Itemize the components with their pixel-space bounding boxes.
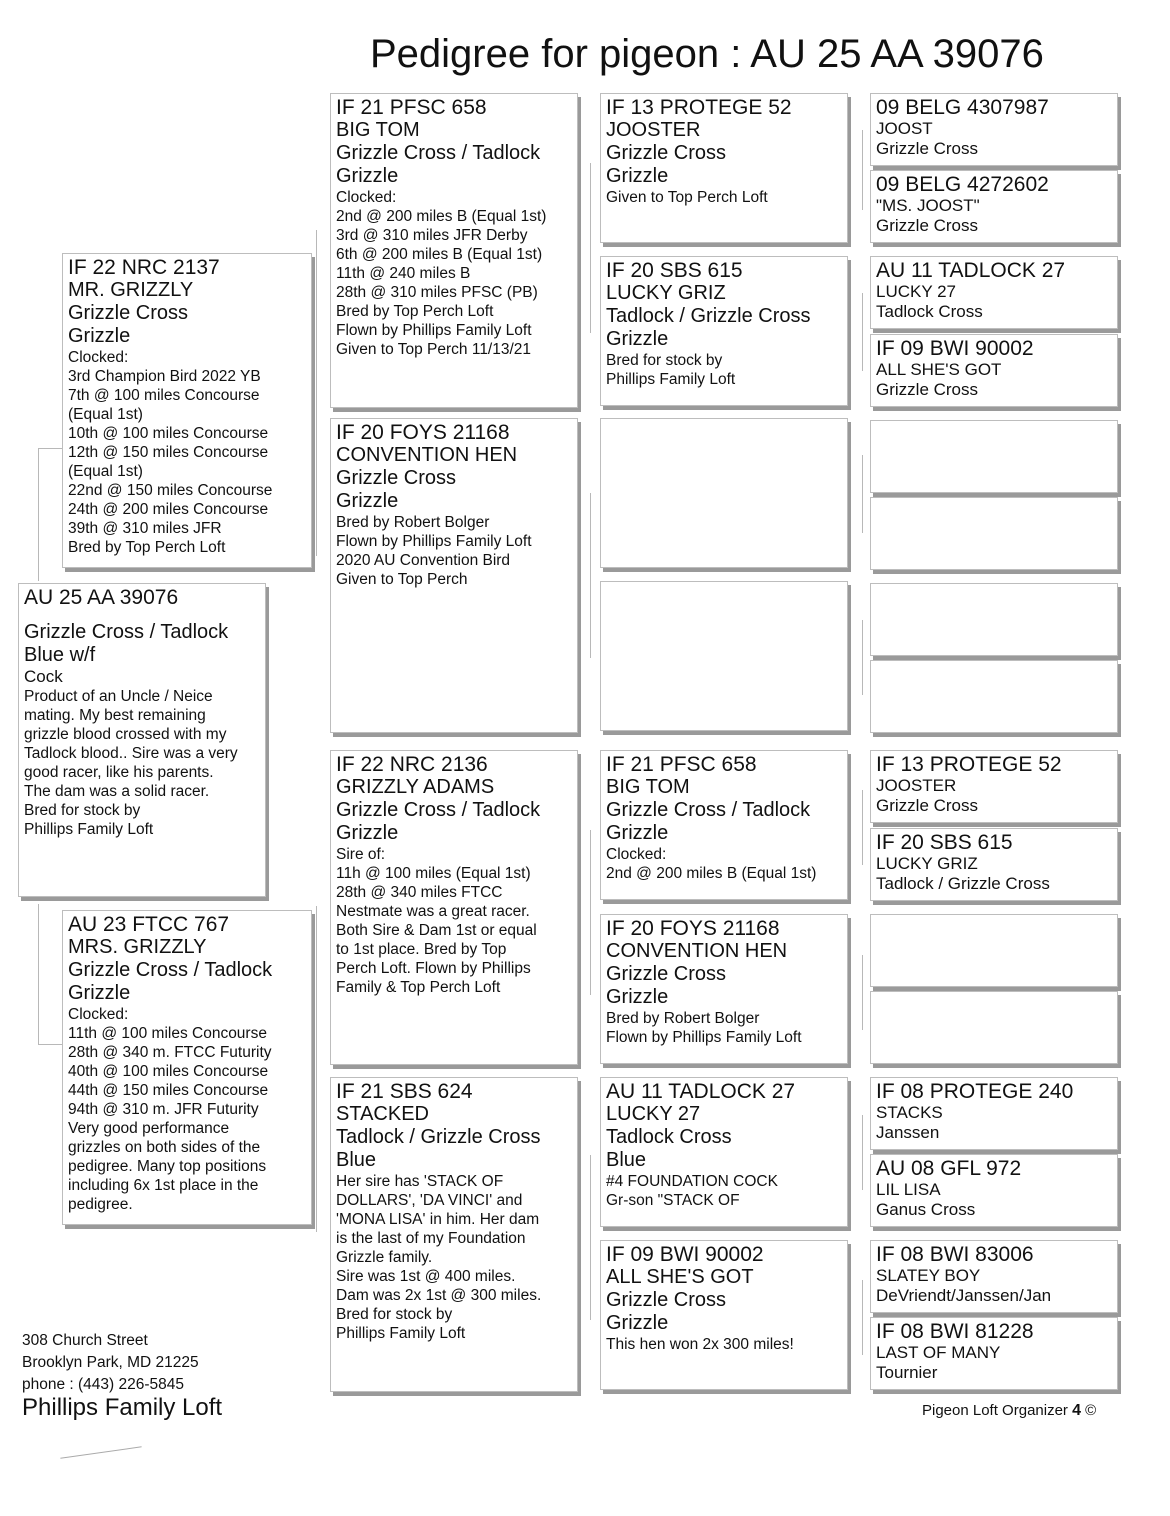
g3-note: 3rd @ 310 miles JFR Derby [336,227,528,244]
g4-strain: Grizzle Cross [606,1289,727,1311]
g5-card[interactable] [870,828,1118,901]
connector-line [38,1044,62,1045]
g4-note: #4 FOUNDATION COCK [606,1173,778,1190]
g3-band: IF 21 SBS 624 [336,1080,473,1103]
g4-strain: Tadlock / Grizzle Cross [606,305,811,327]
g5-card[interactable] [870,93,1118,166]
connector-line [590,163,591,333]
g3-note: Phillips Family Loft [336,1325,466,1342]
g4-strain: Grizzle Cross [606,963,727,985]
sire-color: Grizzle [68,325,131,347]
sire-note: 22nd @ 150 miles Concourse [68,482,273,499]
granddam-paternal-card[interactable] [330,418,578,733]
g5-card[interactable] [870,1240,1118,1313]
sire-note: 3rd Champion Bird 2022 YB [68,368,261,385]
g3-note: Sire was 1st @ 400 miles. [336,1268,516,1285]
g5-band: IF 20 SBS 615 [876,831,1013,854]
subject-note: The dam was a solid racer. [24,783,210,800]
g5-name: LAST OF MANY [876,1343,1001,1362]
g3-note: Bred for stock by [336,1306,453,1323]
g4-color: Grizzle [606,986,669,1008]
subject-card[interactable] [18,583,266,897]
g3-note: Grizzle family. [336,1249,433,1266]
g4-note: Phillips Family Loft [606,371,736,388]
grandsire-paternal-card[interactable] [330,93,578,408]
g3-note: 'MONA LISA' in him. Her dam [336,1211,540,1228]
dam-strain: Grizzle Cross / Tadlock [68,959,273,981]
subject-note: Product of an Uncle / Neice [24,688,213,705]
subject-strain: Grizzle Cross / Tadlock [24,621,229,643]
connector-line [38,448,62,449]
g4-name: LUCKY GRIZ [606,282,726,304]
g5-strain: Grizzle Cross [876,796,979,815]
connector-line [862,293,863,371]
g3-note: 2020 AU Convention Bird [336,552,511,569]
dam-band: AU 23 FTCC 767 [68,913,230,936]
sire-note: 10th @ 100 miles Concourse [68,425,269,442]
g5-band: IF 09 BWI 90002 [876,337,1034,360]
page-title: Pedigree for pigeon : AU 25 AA 39076 [370,32,1044,76]
g3-note: 2nd @ 200 miles B (Equal 1st) [336,208,547,225]
g5-strain: Grizzle Cross [876,216,979,235]
g5-name: LUCKY GRIZ [876,854,978,873]
sire-note: (Equal 1st) [68,463,143,480]
g3-note: Clocked: [336,189,397,206]
connector-line [862,620,863,695]
footer-version: 4 [1072,1402,1081,1419]
dam-note: 40th @ 100 miles Concourse [68,1063,269,1080]
g3-note: Her sire has 'STACK OF [336,1173,504,1190]
g5-card-empty[interactable] [870,914,1118,987]
g4-color: Blue [606,1149,647,1171]
g4-name: CONVENTION HEN [606,940,788,962]
g3-note: Sire of: [336,846,386,863]
g3-note: Bred by Robert Bolger [336,514,490,531]
g5-card-empty[interactable] [870,420,1118,493]
connector-line [862,130,863,210]
g4-note: Bred for stock by [606,352,723,369]
g5-card[interactable] [870,170,1118,243]
g4-strain: Tadlock Cross [606,1126,732,1148]
subject-sex: Cock [24,667,63,686]
g3-strain: Tadlock / Grizzle Cross [336,1126,541,1148]
connector-line [590,493,591,658]
g5-band: IF 13 PROTEGE 52 [876,753,1062,776]
g3-band: IF 20 FOYS 21168 [336,421,510,444]
sire-name: MR. GRIZZLY [68,279,194,301]
g3-note: Flown by Phillips Family Loft [336,322,532,339]
footer-product: Pigeon Loft Organizer [922,1402,1068,1419]
g5-band: IF 08 BWI 83006 [876,1243,1034,1266]
dam-note: pedigree. Many top positions [68,1158,267,1175]
g3-note: is the last of my Foundation [336,1230,526,1247]
g5-strain: Janssen [876,1123,940,1142]
g5-strain: Tadlock Cross [876,302,983,321]
sire-band: IF 22 NRC 2137 [68,256,220,279]
dam-note: 28th @ 340 m. FTCC Futurity [68,1044,272,1061]
g4-note: Clocked: [606,846,667,863]
g3-name: BIG TOM [336,119,420,141]
connector-line [38,448,39,581]
g3-note: Family & Top Perch Loft [336,979,501,996]
g5-card-empty[interactable] [870,583,1118,656]
g4-card-empty[interactable] [600,581,848,731]
g3-color: Grizzle [336,165,399,187]
g3-color: Grizzle [336,490,399,512]
subject-note: good racer, like his parents. [24,764,214,781]
g4-color: Grizzle [606,165,669,187]
g3-color: Blue [336,1149,377,1171]
subject-note: Phillips Family Loft [24,821,154,838]
g4-card[interactable] [600,1240,848,1390]
signature-mark [60,1446,141,1458]
g4-note: This hen won 2x 300 miles! [606,1336,794,1353]
connector-line [38,904,39,1044]
g5-name: LUCKY 27 [876,282,957,301]
g4-card[interactable] [600,914,848,1064]
dam-color: Grizzle [68,982,131,1004]
g4-color: Grizzle [606,328,669,350]
dam-name: MRS. GRIZZLY [68,936,207,958]
g4-color: Grizzle [606,822,669,844]
g5-card[interactable] [870,256,1118,329]
subject-color: Blue w/f [24,644,96,666]
sire-card[interactable] [62,253,312,568]
subject-note: Tadlock blood.. Sire was a very [24,745,238,762]
connector-line [862,455,863,533]
dam-note: Clocked: [68,1006,129,1023]
connector-line [590,830,591,995]
g3-strain: Grizzle Cross / Tadlock [336,142,541,164]
sire-note: 12th @ 150 miles Concourse [68,444,269,461]
connector-line [862,1115,863,1190]
sire-note: 7th @ 100 miles Concourse [68,387,260,404]
g3-note: Perch Loft. Flown by Phillips [336,960,531,977]
g5-band: AU 08 GFL 972 [876,1157,1022,1180]
g4-band: AU 11 TADLOCK 27 [606,1080,796,1103]
g4-band: IF 09 BWI 90002 [606,1243,764,1266]
sire-note: Bred by Top Perch Loft [68,539,226,556]
g4-name: BIG TOM [606,776,690,798]
g4-card[interactable] [600,256,848,406]
g3-note: Given to Top Perch [336,571,468,588]
g4-color: Grizzle [606,1312,669,1334]
g3-note: Dam was 2x 1st @ 300 miles. [336,1287,542,1304]
dam-note: pedigree. [68,1196,133,1213]
g3-band: IF 22 NRC 2136 [336,753,488,776]
g3-note: Given to Top Perch 11/13/21 [336,341,532,358]
owner-phone: phone : (443) 226-5845 [22,1376,185,1393]
g5-name: SLATEY BOY [876,1266,981,1285]
g5-band: 09 BELG 4307987 [876,96,1049,119]
g5-strain: Grizzle Cross [876,380,979,399]
g5-card[interactable] [870,1317,1118,1390]
g3-note: Bred by Top Perch Loft [336,303,494,320]
g4-note: Gr-son "STACK OF [606,1192,740,1209]
g5-card[interactable] [870,334,1118,407]
connector-line [316,230,317,556]
dam-note: 44th @ 150 miles Concourse [68,1082,269,1099]
connector-line [862,955,863,1030]
g5-band: IF 08 PROTEGE 240 [876,1080,1074,1103]
g4-band: IF 20 FOYS 21168 [606,917,780,940]
g3-name: STACKED [336,1103,429,1125]
dam-note: 11th @ 100 miles Concourse [68,1025,267,1042]
g5-band: 09 BELG 4272602 [876,173,1049,196]
grandsire-maternal-card[interactable] [330,750,578,1065]
g3-strain: Grizzle Cross / Tadlock [336,799,541,821]
g3-note: 28th @ 340 miles FTCC [336,884,503,901]
g4-card-empty[interactable] [600,418,848,568]
subject-band: AU 25 AA 39076 [24,586,179,609]
g5-strain: Tournier [876,1363,938,1382]
g4-card[interactable] [600,93,848,243]
g5-name: JOOST [876,119,933,138]
g4-name: LUCKY 27 [606,1103,701,1125]
g4-note: Bred by Robert Bolger [606,1010,760,1027]
owner-loft-name: Phillips Family Loft [22,1394,223,1421]
g3-note: 11th @ 240 miles B [336,265,471,282]
g3-note: Both Sire & Dam 1st or equal [336,922,537,939]
g4-note: 2nd @ 200 miles B (Equal 1st) [606,865,817,882]
g5-card-empty[interactable] [870,660,1118,733]
g5-strain: Grizzle Cross [876,139,979,158]
subject-note: Bred for stock by [24,802,141,819]
g3-band: IF 21 PFSC 658 [336,96,487,119]
g3-note: Nestmate was a great racer. [336,903,530,920]
g5-strain: Ganus Cross [876,1200,976,1219]
g4-note: Given to Top Perch Loft [606,189,768,206]
connector-line [316,906,317,1232]
g4-note: Flown by Phillips Family Loft [606,1029,802,1046]
g3-note: to 1st place. Bred by Top [336,941,507,958]
connector-line [590,1155,591,1320]
g3-note: Flown by Phillips Family Loft [336,533,532,550]
sire-note: 24th @ 200 miles Concourse [68,501,269,518]
dam-card[interactable] [62,910,312,1225]
granddam-maternal-card[interactable] [330,1077,578,1392]
g4-band: IF 13 PROTEGE 52 [606,96,792,119]
g5-card-empty[interactable] [870,991,1118,1064]
connector-line [862,790,863,865]
connector-line [862,1280,863,1355]
g5-name: ALL SHE'S GOT [876,360,1002,379]
sire-note: 39th @ 310 miles JFR [68,520,222,537]
dam-note: grizzles on both sides of the [68,1139,261,1156]
g5-band: AU 11 TADLOCK 27 [876,259,1066,282]
g4-name: JOOSTER [606,119,701,141]
g5-card-empty[interactable] [870,497,1118,570]
g4-strain: Grizzle Cross / Tadlock [606,799,811,821]
subject-note: mating. My best remaining [24,707,206,724]
g5-strain: DeVriendt/Janssen/Jan [876,1286,1052,1305]
g4-band: IF 21 PFSC 658 [606,753,757,776]
g3-note: 11h @ 100 miles (Equal 1st) [336,865,531,882]
g5-band: IF 08 BWI 81228 [876,1320,1034,1343]
subject-note: grizzle blood crossed with my [24,726,227,743]
g5-name: "MS. JOOST" [876,196,980,215]
sire-note: Clocked: [68,349,129,366]
g5-name: LIL LISA [876,1180,941,1199]
dam-note: including 6x 1st place in the [68,1177,259,1194]
sire-note: (Equal 1st) [68,406,143,423]
g5-strain: Tadlock / Grizzle Cross [876,874,1050,893]
g3-note: 28th @ 310 miles PFSC (PB) [336,284,538,301]
owner-street: 308 Church Street [22,1332,148,1349]
dam-note: Very good performance [68,1120,230,1137]
owner-city: Brooklyn Park, MD 21225 [22,1354,199,1371]
g3-name: GRIZZLY ADAMS [336,776,495,798]
g5-card[interactable] [870,1154,1118,1227]
g3-strain: Grizzle Cross [336,467,457,489]
g4-band: IF 20 SBS 615 [606,259,743,282]
g3-note: DOLLARS', 'DA VINCI' and [336,1192,523,1209]
g4-card[interactable] [600,750,848,900]
footer-mark: © [1085,1402,1097,1419]
g4-card[interactable] [600,1077,848,1227]
sire-strain: Grizzle Cross [68,302,189,324]
g3-color: Grizzle [336,822,399,844]
dam-note: 94th @ 310 m. JFR Futurity [68,1101,259,1118]
footer-credit [922,1402,1096,1420]
g5-card[interactable] [870,750,1118,823]
g5-name: JOOSTER [876,776,957,795]
g4-name: ALL SHE'S GOT [606,1266,754,1288]
g5-name: STACKS [876,1103,943,1122]
g4-strain: Grizzle Cross [606,142,727,164]
g3-note: 6th @ 200 miles B (Equal 1st) [336,246,543,263]
g3-name: CONVENTION HEN [336,444,518,466]
g5-card[interactable] [870,1077,1118,1150]
